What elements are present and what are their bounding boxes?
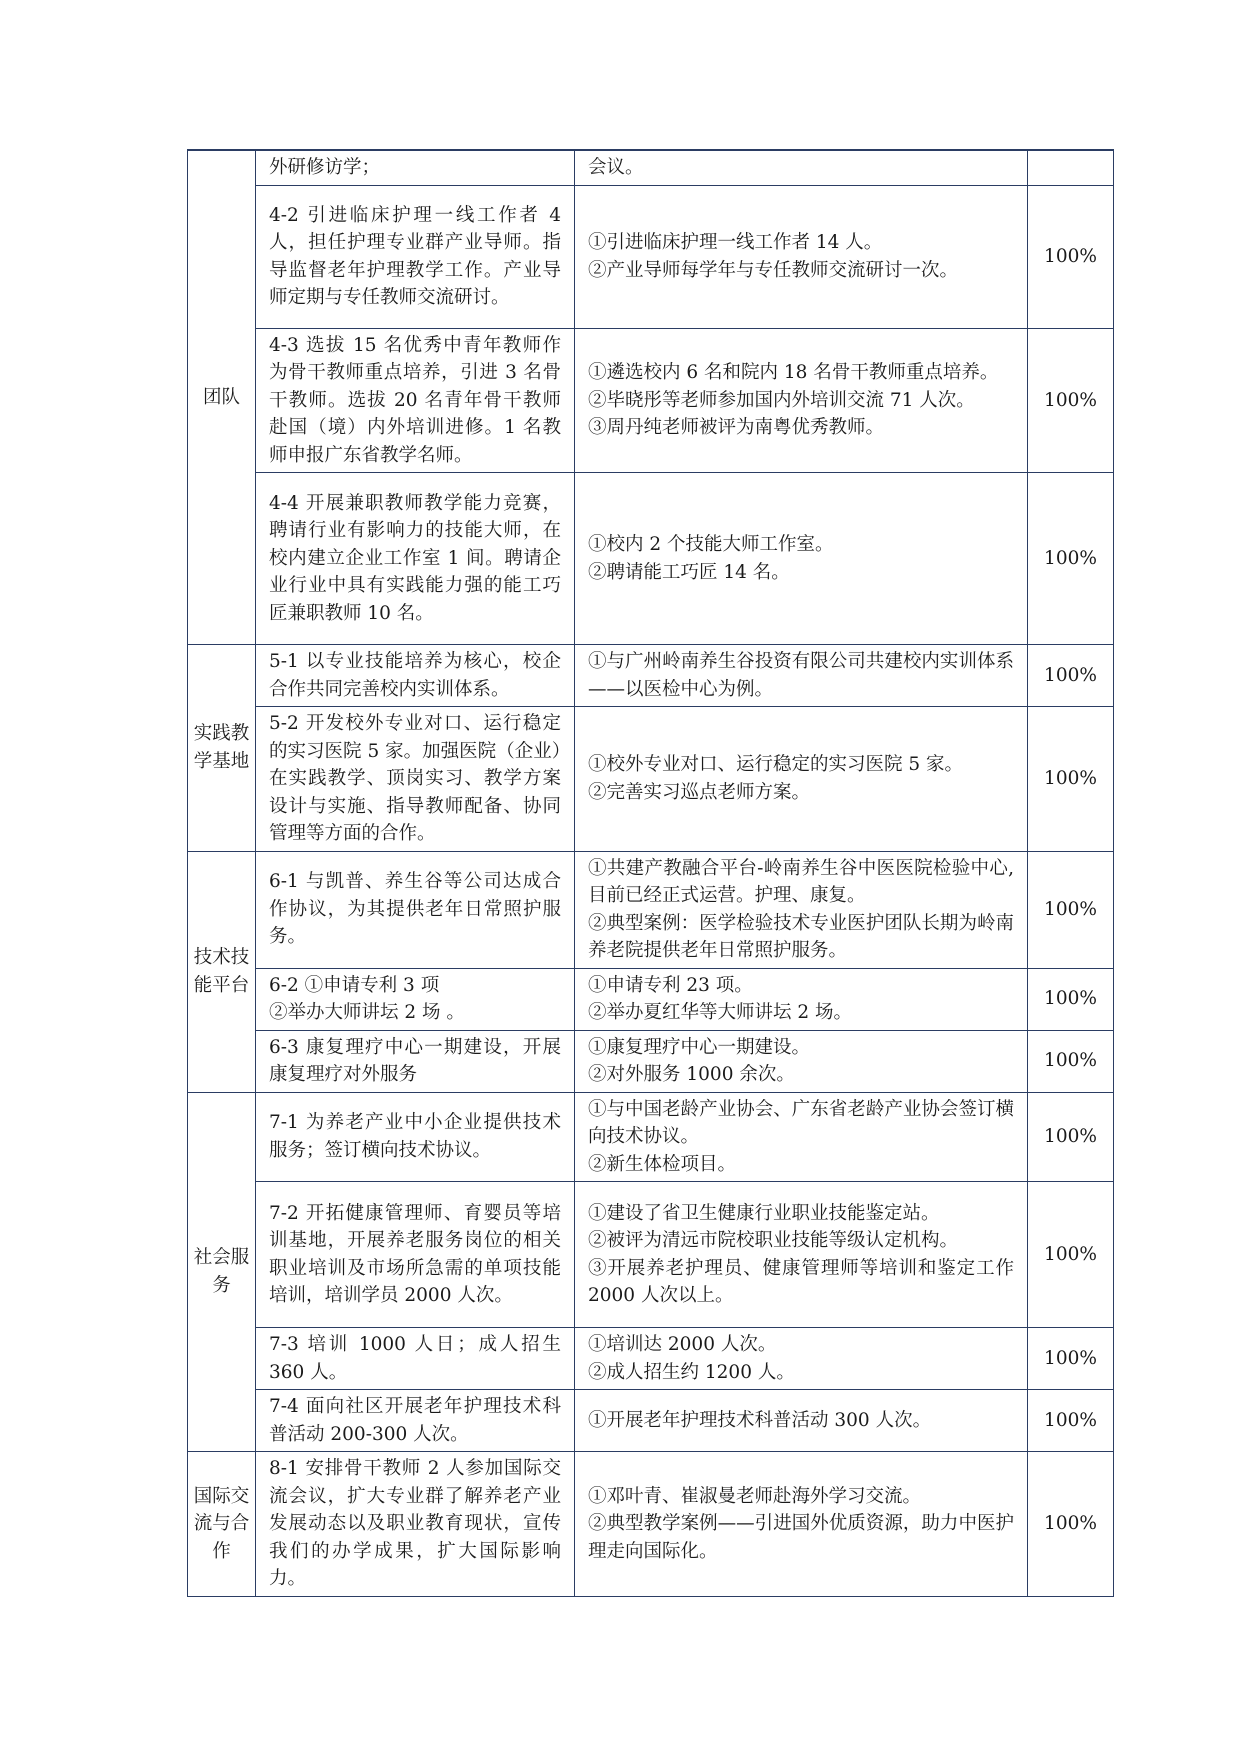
action-line: ②举办大师讲坛 2 场 。 xyxy=(269,1002,465,1023)
table-row xyxy=(188,1328,1114,1390)
completion-cell: 100% xyxy=(1028,185,1114,328)
action-cell: 4-4 开展兼职教师教学能力竞赛，聘请行业有影响力的技能大师，在校内建立企业工作室 1 间。聘请企业行业中具有实践能力强的能工巧匠兼职教师 10 名。 xyxy=(256,473,575,645)
category-cell: 国际交流与合作 xyxy=(188,1452,256,1597)
result-line: ①与广州岭南养生谷投资有限公司共建校内实训体系——以医检中心为例。 xyxy=(588,651,1014,700)
table-row xyxy=(188,968,1114,1030)
action-cell: 7-2 开拓健康管理师、育婴员等培训基地，开展养老服务岗位的相关职业培训及市场所急需的单项技能培训，培训学员 2000 人次。 xyxy=(256,1182,575,1328)
table-row xyxy=(188,1030,1114,1092)
action-line: 6-2 ①申请专利 3 项 xyxy=(269,974,440,996)
completion-cell: 100% xyxy=(1028,473,1114,645)
category-cell: 社会服务 xyxy=(188,1092,256,1452)
table-row xyxy=(188,851,1114,968)
table-row xyxy=(188,185,1114,328)
result-line: ③开展养老护理员、健康管理师等培训和鉴定工作 2000 人次以上。 xyxy=(588,1257,1014,1306)
result-line: ③周丹纯老师被评为南粤优秀教师。 xyxy=(588,417,885,438)
result-line: ②举办夏红华等大师讲坛 2 场。 xyxy=(588,1002,853,1023)
result-line: ①校内 2 个技能大师工作室。 xyxy=(588,534,834,555)
result-line: ②聘请能工巧匠 14 名。 xyxy=(588,561,790,583)
result-line: ②对外服务 1000 余次。 xyxy=(588,1064,795,1085)
table-row xyxy=(188,328,1114,473)
action-cell: 5-2 开发校外专业对口、运行稳定的实习医院 5 家。加强医院（企业）在实践教学、顶岗实习、教学方案设计与实施、指导教师配备、协同管理等方面的合作。 xyxy=(256,707,575,852)
result-cell xyxy=(575,645,1028,707)
completion-cell: 100% xyxy=(1028,1390,1114,1452)
completion-cell: 100% xyxy=(1028,645,1114,707)
result-line: ①康复理疗中心一期建设。 xyxy=(588,1036,811,1058)
result-cell xyxy=(575,185,1028,328)
category-cell: 团队 xyxy=(188,150,256,645)
result-line: ①邓叶青、崔淑曼老师赴海外学习交流。 xyxy=(588,1485,922,1507)
completion-cell: 100% xyxy=(1028,328,1114,473)
result-cell xyxy=(575,851,1028,968)
achievement-table xyxy=(187,149,1114,1597)
completion-cell: 100% xyxy=(1028,1092,1114,1182)
table-row xyxy=(188,707,1114,852)
table-row xyxy=(188,1390,1114,1452)
result-line: ①与中国老龄产业协会、广东省老龄产业协会签订横向技术协议。 xyxy=(588,1098,1014,1147)
action-cell: 4-3 选拔 15 名优秀中青年教师作为骨干教师重点培养，引进 3 名骨干教师。选拔 20 名青年骨干教师赴国（境）内外培训进修。1 名教师申报广东省教学名师。 xyxy=(256,328,575,473)
result-line: ②成人招生约 1200 人。 xyxy=(588,1361,795,1383)
completion-cell xyxy=(1028,150,1114,185)
action-cell: 4-2 引进临床护理一线工作者 4 人，担任护理专业群产业导师。指导监督老年护理教学工作。产业导师定期与专任教师交流研讨。 xyxy=(256,185,575,328)
action-cell: 7-4 面向社区开展老年护理技术科普活动 200-300 人次。 xyxy=(256,1390,575,1452)
result-line: ①校外专业对口、运行稳定的实习医院 5 家。 xyxy=(588,754,964,776)
completion-cell: 100% xyxy=(1028,1182,1114,1328)
table-row xyxy=(188,1182,1114,1328)
table-row xyxy=(188,473,1114,645)
result-line: ①建设了省卫生健康行业职业技能鉴定站。 xyxy=(588,1202,940,1224)
action-cell: 外研修访学； xyxy=(256,150,575,185)
table-row xyxy=(188,1452,1114,1597)
result-cell xyxy=(575,968,1028,1030)
result-line: ①申请专利 23 项。 xyxy=(588,974,753,996)
completion-cell: 100% xyxy=(1028,707,1114,852)
result-cell xyxy=(575,1452,1028,1597)
table-row xyxy=(188,1092,1114,1182)
table-row xyxy=(188,645,1114,707)
category-cell: 实践教学基地 xyxy=(188,645,256,852)
completion-cell: 100% xyxy=(1028,851,1114,968)
result-line: ①培训达 2000 人次。 xyxy=(588,1334,777,1355)
completion-cell: 100% xyxy=(1028,1030,1114,1092)
result-line: ②新生体检项目。 xyxy=(588,1153,737,1175)
result-cell xyxy=(575,1182,1028,1328)
category-cell: 技术技能平台 xyxy=(188,851,256,1092)
action-cell: 6-3 康复理疗中心一期建设，开展康复理疗对外服务 xyxy=(256,1030,575,1092)
action-cell: 7-3 培训 1000 人日；成人招生 360 人。 xyxy=(256,1328,575,1390)
result-line: ①共建产教融合平台-岭南养生谷中医医院检验中心,目前已经正式运营。护理、康复。 xyxy=(588,857,1014,906)
completion-cell: 100% xyxy=(1028,1452,1114,1597)
result-line: ①遴选校内 6 名和院内 18 名骨干教师重点培养。 xyxy=(588,362,999,383)
result-cell xyxy=(575,1092,1028,1182)
result-line: ②完善实习巡点老师方案。 xyxy=(588,781,811,803)
action-cell: 5-1 以专业技能培养为核心，校企合作共同完善校内实训体系。 xyxy=(256,645,575,707)
result-line: ②被评为清远市院校职业技能等级认定机构。 xyxy=(588,1230,959,1251)
table-row xyxy=(188,150,1114,185)
result-cell xyxy=(575,473,1028,645)
result-cell xyxy=(575,1030,1028,1092)
result-cell xyxy=(575,328,1028,473)
result-line: ②典型案例：医学检验技术专业医护团队长期为岭南养老院提供老年日常照护服务。 xyxy=(588,912,1014,961)
result-cell xyxy=(575,707,1028,852)
result-cell xyxy=(575,1390,1028,1452)
result-cell xyxy=(575,1328,1028,1390)
result-line: ②产业导师每学年与专任教师交流研讨一次。 xyxy=(588,259,959,281)
result-line: ②典型教学案例——引进国外优质资源，助力中医护理走向国际化。 xyxy=(588,1513,1014,1562)
result-line: ①开展老年护理技术科普活动 300 人次。 xyxy=(588,1409,932,1431)
action-cell: 6-1 与凯普、养生谷等公司达成合作协议，为其提供老年日常照护服务。 xyxy=(256,851,575,968)
action-cell: 7-1 为养老产业中小企业提供技术服务；签订横向技术协议。 xyxy=(256,1092,575,1182)
result-cell: 会议。 xyxy=(575,150,1028,185)
completion-cell: 100% xyxy=(1028,968,1114,1030)
result-line: ①引进临床护理一线工作者 14 人。 xyxy=(588,232,883,253)
action-cell: 8-1 安排骨干教师 2 人参加国际交流会议，扩大专业群了解养老产业发展动态以及职业教育现状，宣传我们的办学成果，扩大国际影响力。 xyxy=(256,1452,575,1597)
action-cell xyxy=(256,968,575,1030)
result-line: ②毕晓彤等老师参加国内外培训交流 71 人次。 xyxy=(588,389,975,411)
completion-cell: 100% xyxy=(1028,1328,1114,1390)
